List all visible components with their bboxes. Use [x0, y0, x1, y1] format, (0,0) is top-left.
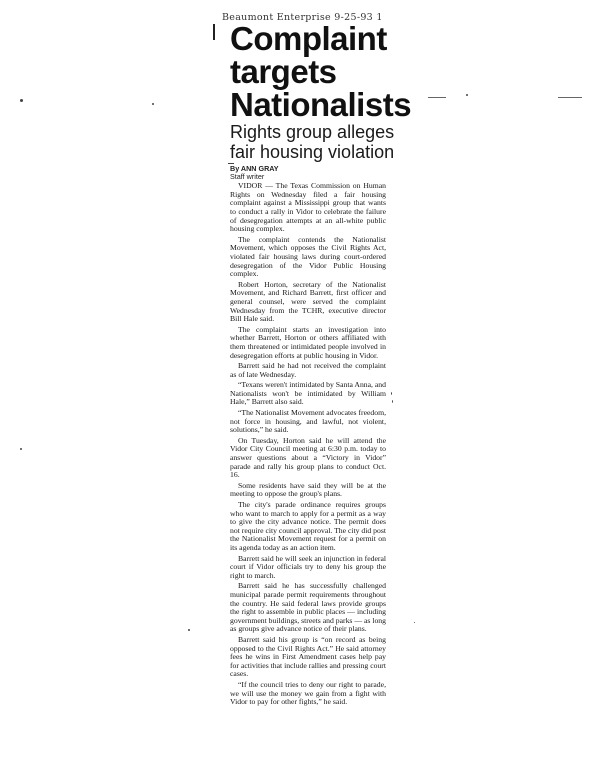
article-paragraph: “Texans weren't intimidated by Santa Anna, and Nationalists won't be intimidated by William Hale,” Barrett also said. [230, 380, 386, 407]
article-paragraph: On Tuesday, Horton said he will attend the Vidor City Council meeting at 6:30 p.m. today to answer questions about a “Victory in Vidor” parade and rally his group plans to conduct Oct. 16. [230, 435, 386, 480]
clipping-cut-mark [213, 24, 215, 40]
headline-line: Nationalists [230, 86, 412, 123]
headline-line: Complaint [230, 20, 387, 57]
scan-speck [414, 622, 415, 623]
article-body [230, 182, 386, 709]
article-paragraph: The complaint contends the Nationalist Movement, which opposes the Civil Rights Act, violated fair housing laws during court-ordered desegregation of the Vidor Public Housing complex. [230, 234, 386, 279]
scan-speck [392, 400, 393, 403]
scan-speck [466, 94, 468, 96]
byline-author: By ANN GRAY [230, 164, 279, 173]
article-paragraph: The complaint starts an investigation into whether Barrett, Horton or others affiliated with them threatened or intimidated people involved in desegregation efforts at public housing in Vidor. [230, 324, 386, 360]
scan-speck [20, 448, 22, 450]
article-paragraph: Barrett said he had not received the complaint as of late Wednesday. [230, 361, 386, 379]
headline-line: targets [230, 53, 337, 90]
article-paragraph: VIDOR — The Texas Commission on Human Rights on Wednesday filed a fair housing complaint against a Mississippi group that wants to conduct a rally in Vidor to celebrate the failure of desegregation attempts at an all-white public housing complex. [230, 181, 386, 234]
scan-speck [391, 392, 392, 395]
scan-mark [428, 97, 446, 98]
byline-role: Staff writer [230, 172, 265, 181]
article-paragraph: “The Nationalist Movement advocates freedom, not force in housing, and lawful, not violent, solutions,” he said. [230, 407, 386, 435]
headline [230, 22, 430, 121]
article-paragraph: Barrett said his group is “on record as being opposed to the Civil Rights Act.” He said attorney fees he wins in First Amendment cases help pay for activities that include rallies and pressing court cases. [230, 634, 386, 679]
scan-mark [558, 97, 582, 98]
article-paragraph: Barrett said he has successfully challenged municipal parade permit requirements throughout the country. He said federal laws provide groups the right to assemble in public places — including government buildings, streets and parks — as long as groups give advance notice of their plans. [230, 581, 386, 634]
subheadline-line: fair housing violation [230, 142, 395, 162]
subheadline-line: Rights group alleges [230, 122, 395, 142]
article-paragraph: Some residents have said they will be at the meeting to oppose the group's plans. [230, 480, 386, 499]
article-paragraph: The city's parade ordinance requires groups who want to march to apply for a permit as a way to give the city advance notice. The permit does not require city council approval. The city did post the Nationalist Movement request for a permit on its agenda today as an action item. [230, 499, 386, 553]
clipping-source-line: Beaumont Enterprise 9-25-93 1 [222, 12, 383, 23]
article-paragraph: Barrett said he will seek an injunction in federal court if Vidor officials try to deny his group the right to march. [230, 553, 386, 580]
subheadline [230, 122, 410, 162]
scan-speck [20, 99, 23, 102]
scan-speck [188, 629, 190, 631]
article-paragraph: Robert Horton, secretary of the Nationalist Movement, and Richard Barrett, first officer and general counsel, were served the complaint Wednesday from the TCHR, executive director Bill Hale said. [230, 279, 386, 324]
byline [230, 165, 279, 181]
scan-speck [152, 103, 154, 105]
article-paragraph: “If the council tries to deny our right to parade, we will use the money we gain from a fight with Vidor to pay for other fights,” he said. [230, 679, 386, 707]
